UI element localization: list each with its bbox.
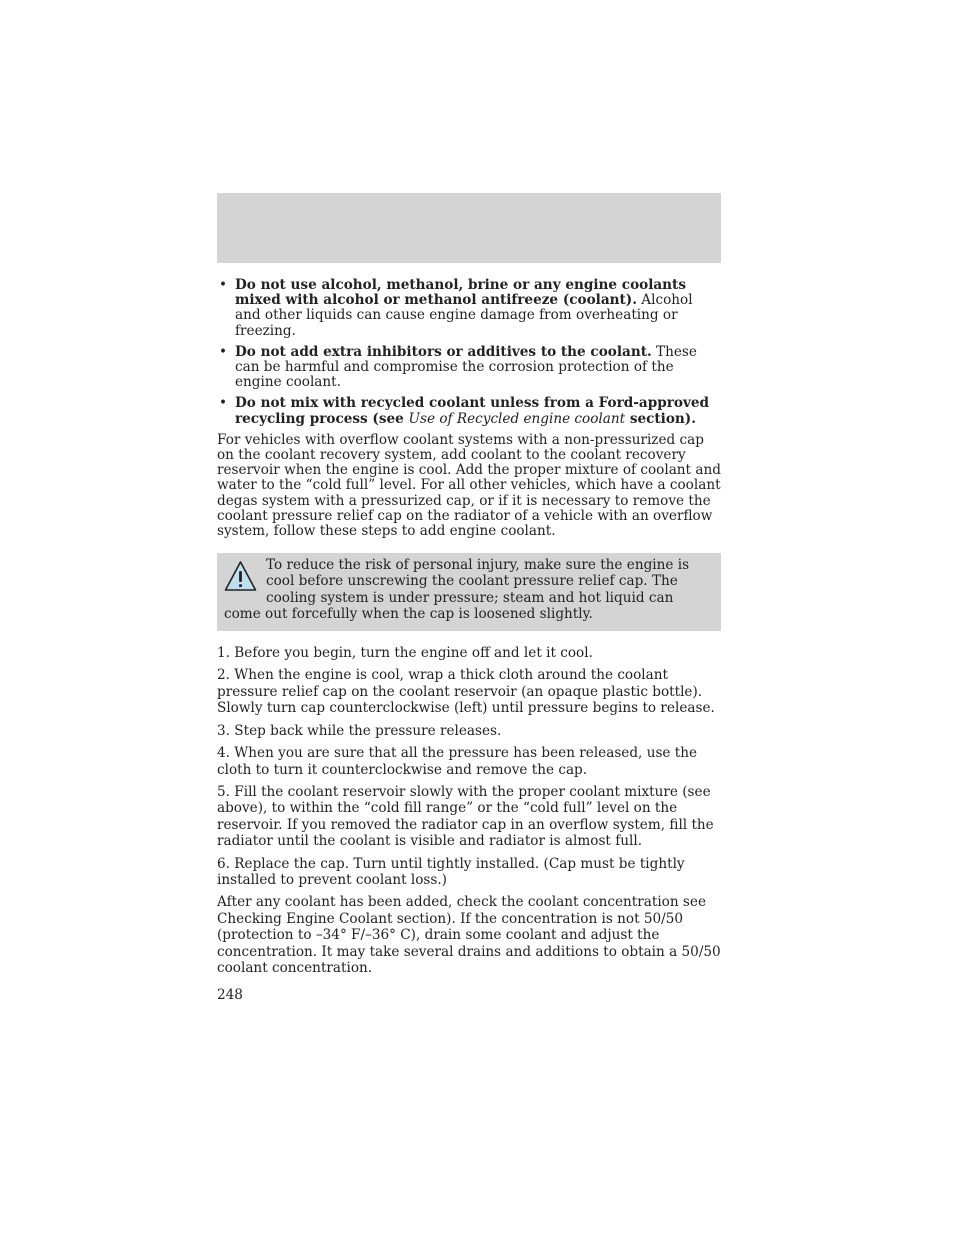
warning-triangle-icon [224, 560, 257, 593]
bullet-bold-text: Do not add extra inhibitors or additives to the coolant. [235, 343, 652, 360]
step-item: 4. When you are sure that all the pressure has been released, use the cloth to turn it counterclockwise and remove the cap. [217, 745, 698, 778]
step-item: 3. Step back while the pressure releases. [217, 722, 502, 739]
intro-paragraph: For vehicles with overflow coolant systems with a non-pressurized cap on the coolant recovery system, add coolant to the coolant recovery reservoir when the engine is cool. Add the proper mixture of coolant and water to the “cold full” level. For all other vehicles, which have a coolant degas system with a pressurized cap, or if it is necessary to remove the coolant pressure relief cap on the radiator of a vehicle with an overflow system, follow these steps to add engine coolant. [217, 431, 721, 540]
bullet-bold-text: Do not use alcohol, methanol, brine or any engine coolants mixed with alcohol or methanol antifreeze (coolant). [235, 277, 686, 309]
step-list [217, 645, 721, 976]
bullet-dot: • [219, 343, 228, 360]
step-item: 2. When the engine is cool, wrap a thick cloth around the coolant pressure relief cap on the coolant reservoir (an opaque plastic bottle). Slowly turn cap counterclockwise (left) until pressure begins to release. [217, 667, 715, 717]
bullet-item [217, 345, 721, 391]
bullet-bold-text: Do not mix with recycled coolant unless from a Ford-approved recycling process (see [235, 395, 710, 427]
page-number: 248 [217, 987, 243, 1004]
bullet-italic-reference: Use of Recycled engine coolant [408, 410, 626, 427]
bullet-list [217, 278, 721, 427]
bullet-dot: • [219, 277, 228, 293]
page-content [217, 278, 721, 1004]
bullet-item [217, 278, 721, 339]
bullet-dot: • [219, 395, 228, 412]
bullet-bold-text-end: section). [625, 410, 696, 427]
bullet-item [217, 396, 721, 426]
bullet-text: These can be harmful and compromise the corrosion protection of the engine coolant. [235, 343, 697, 391]
warning-text: To reduce the risk of personal injury, make sure the engine is cool before unscrewing the coolant pressure relief cap. The cooling system is under pressure; steam and hot liquid can come out forcefully when the cap is loosened slightly. [224, 557, 690, 622]
bullet-text: Alcohol and other liquids can cause engine damage from overheating or freezing. [235, 292, 693, 339]
header-band [217, 193, 721, 263]
warning-box [217, 553, 721, 631]
closing-paragraph: After any coolant has been added, check the coolant concentration see Checking Engine Coolant section). If the concentration is not 50/50 (protection to –34° F/–36° C), drain some coolant and adjust the concentration. It may take several drains and additions to obtain a 50/50 coolant concentration. [217, 894, 721, 976]
step-item: 5. Fill the coolant reservoir slowly with the proper coolant mixture (see above), to within the “cold fill range” or the “cold full” level on the reservoir. If you removed the radiator cap in an overflow system, fill the radiator until the coolant is visible and radiator is almost full. [217, 783, 714, 850]
step-item: 1. Before you begin, turn the engine off and let it cool. [217, 645, 593, 662]
step-item: 6. Replace the cap. Turn until tightly installed. (Cap must be tightly installed to prevent coolant loss.) [217, 855, 685, 888]
